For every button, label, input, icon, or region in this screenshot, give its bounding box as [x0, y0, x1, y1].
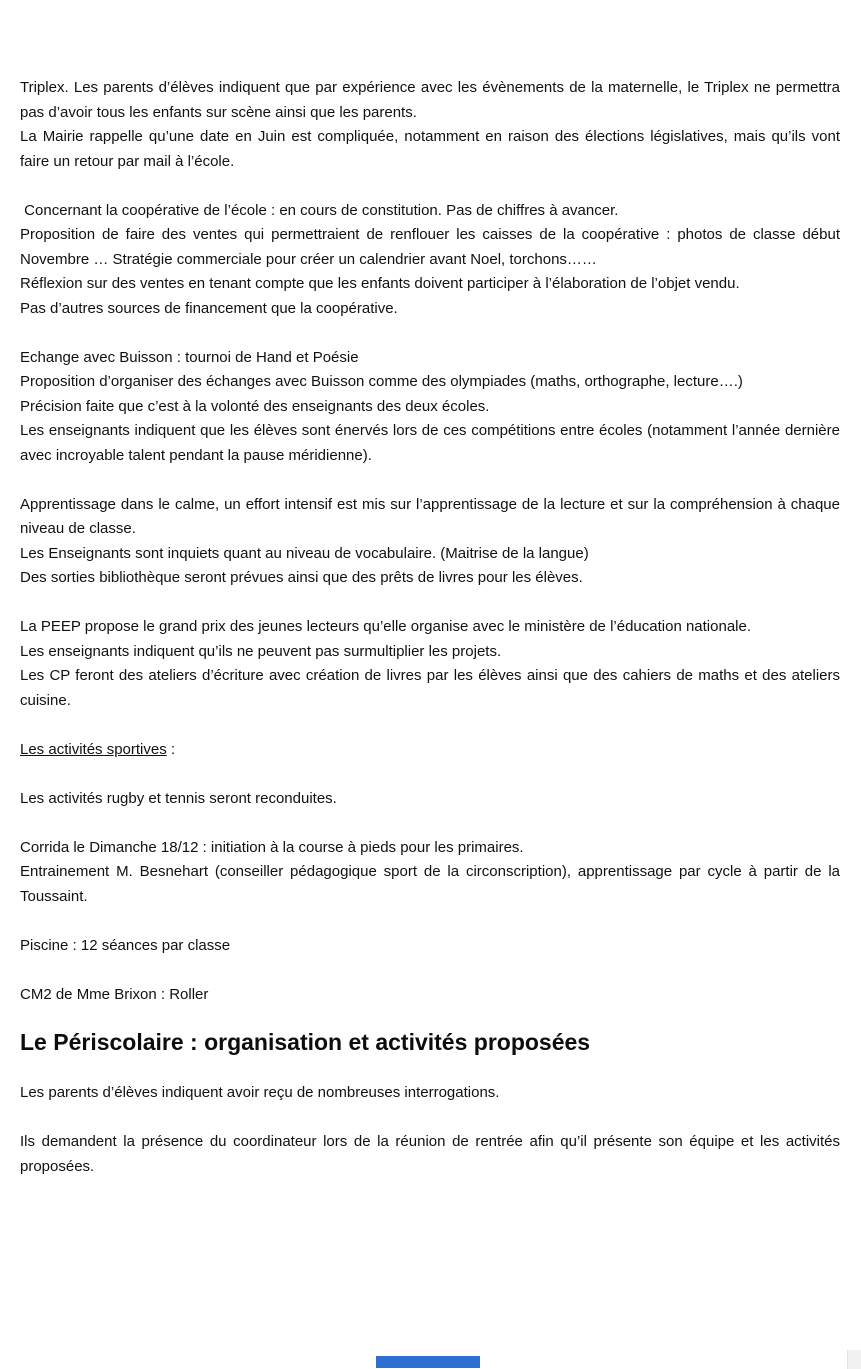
blank-line [20, 762, 840, 787]
paragraph: Réflexion sur des ventes en tenant compte que les enfants doivent participer à l’élaboration de l’objet vendu. [20, 275, 740, 292]
paragraph: CM2 de Mme Brixon : Roller [20, 985, 209, 1003]
paragraph: Les enseignants indiquent que les élèves sont énervés lors de ces compétitions entre écoles (notamment l’année dernière avec incroyable talent pendant la pause méridienne). [20, 422, 845, 464]
blank-line [20, 713, 840, 738]
paragraph: Les Enseignants sont inquiets quant au niveau de vocabulaire. (Maitrise de la langue) [20, 544, 589, 562]
blank-line [20, 468, 840, 493]
blank-line [20, 1106, 840, 1131]
paragraph: Piscine : 12 séances par classe [20, 936, 231, 954]
paragraph: Echange avec Buisson : tournoi de Hand et Poésie [20, 348, 359, 366]
paragraph: Triplex. Les parents d’élèves indiquent que par expérience avec les évènements de la maternelle, le Triplex ne permettra pas d’avoir tous les enfants sur scène ainsi que les parents. [20, 79, 845, 121]
paragraph: Corrida le Dimanche 18/12 : initiation à la course à pieds pour les primaires. [20, 838, 524, 856]
paragraph: Pas d’autres sources de financement que la coopérative. [20, 299, 398, 317]
paragraph: Les CP feront des ateliers d’écriture avec création de livres par les élèves ainsi que des cahiers de maths et des ateliers cuisine. [20, 667, 845, 709]
paragraph: Les enseignants indiquent qu’ils ne peuvent pas surmultiplier les projets. [20, 642, 502, 660]
paragraph: Apprentissage dans le calme, un effort intensif est mis sur l’apprentissage de la lecture et sur la compréhension à chaque niveau de classe. [20, 495, 845, 537]
paragraph: Proposition d’organiser des échanges avec Buisson comme des olympiades (maths, orthographe, lecture….) [20, 373, 743, 390]
blank-line [20, 591, 840, 616]
blank-line [20, 811, 840, 836]
paragraph: Les activités rugby et tennis seront reconduites. [20, 789, 337, 807]
page-bottom-indicator-bar [376, 1356, 480, 1368]
blank-line [20, 321, 840, 346]
underlined-subheading [20, 738, 840, 763]
blank-line [20, 958, 840, 983]
section-heading: Le Périscolaire : organisation et activités proposées [20, 1029, 591, 1055]
paragraph: Entrainement M. Besnehart (conseiller pédagogique sport de la circonscription), apprentissage par cycle à partir de la Toussaint. [20, 863, 844, 905]
scrollbar-fragment[interactable] [847, 1350, 861, 1369]
subheading-underlined-text: Les activités sportives [20, 740, 167, 758]
paragraph: Proposition de faire des ventes qui permettraient de renflouer les caisses de la coopérative : photos de classe début Novembre … Stratégie commerciale pour créer un calendrier avant Noel, torchons…… [20, 226, 845, 268]
paragraph: Ils demandent la présence du coordinateur lors de la réunion de rentrée afin qu’il présente son équipe et les activités proposées. [20, 1133, 845, 1175]
paragraph: Les parents d’élèves indiquent avoir reçu de nombreuses interrogations. [20, 1084, 500, 1101]
paragraph: La PEEP propose le grand prix des jeunes lecteurs qu’elle organise avec le ministère de l’éducation nationale. [20, 618, 752, 635]
blank-line [20, 909, 840, 934]
blank-line [20, 174, 840, 199]
document-page [20, 76, 845, 1179]
paragraph: Précision faite que c’est à la volonté des enseignants des deux écoles. [20, 397, 490, 415]
subheading-suffix: : [166, 740, 176, 758]
paragraph: Des sorties bibliothèque seront prévues ainsi que des prêts de livres pour les élèves. [20, 569, 583, 586]
paragraph: Concernant la coopérative de l’école : en cours de constitution. Pas de chiffres à avancer. [20, 201, 619, 219]
paragraph: La Mairie rappelle qu’une date en Juin est compliquée, notamment en raison des élections législatives, mais qu’ils vont faire un retour par mail à l’école. [20, 128, 845, 170]
